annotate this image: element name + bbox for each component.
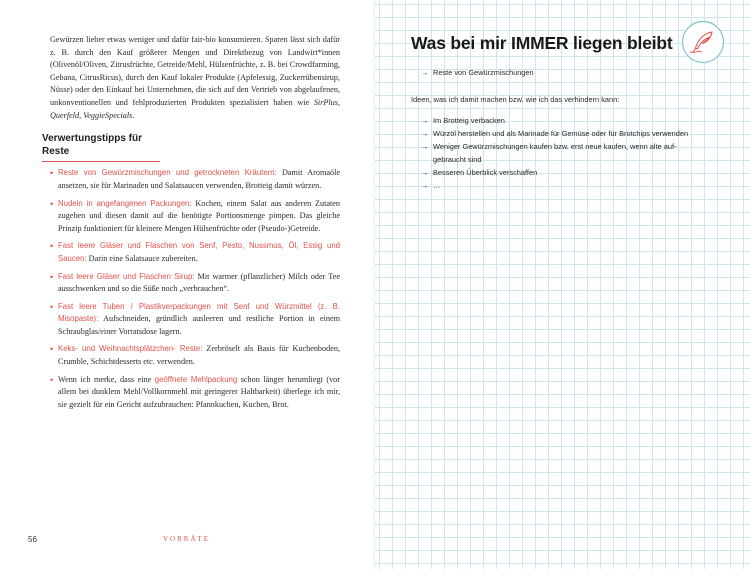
page-title: Was bei mir IMMER liegen bleibt (411, 33, 673, 53)
tip-highlight: Reste von Gewürzmischungen und getrockneten Kräutern: (58, 168, 277, 178)
item-continuation: gebraucht sind (433, 155, 482, 164)
brand-sirplus: SirPlus (313, 97, 338, 107)
tip-item (50, 198, 340, 236)
brand-querfeld: Querfeld (50, 110, 80, 120)
intro-text: Gewürzen lieber etwas weniger und dafür fair-bio konsumieren. Sparen lässt sich dafür z. B. durch den Kauf größerer Mengen und Direktbezug von Landwirt*innen (Olivenöl/Oliven, Zitrusfrüchte, Getreide/Mehl, Hülsenfrüchte, z. B. bei Crowdfarming, Gebana, CitrusRicus), durch den Kauf lokaler Produkte (Apfelessig, Zuckerrübensirup, Nüsse) oder den Einkauf bei Unternehmen, die sich auf den Vertrieb von abgelaufenen, unkonventionellen und fehlproduzierten Produkten spezialisiert haben wie (50, 35, 340, 107)
tip-highlight: Keks- und Weihnachtsplätzchen- Reste: (58, 344, 203, 354)
tip-item (50, 240, 340, 265)
tip-text: Wenn ich merke, dass eine (58, 374, 155, 384)
running-footer: VORRÄTE (163, 535, 211, 543)
list-item (411, 127, 711, 140)
tip-highlight: Fast leere Gläser und Flaschen von Senf, Pesto, Nussmus, Öl, Essig und Saucen: (58, 241, 340, 263)
bullet-icon: • (50, 271, 54, 282)
intro-end: . (132, 110, 135, 120)
tip-text: Darin eine Salatsauce zubereiten. (86, 253, 198, 263)
right-page-grid (375, 0, 750, 569)
item-text: … (433, 181, 441, 190)
item-text: Besseren Überblick verschaffen (433, 168, 538, 177)
section-heading: Verwertungstipps für Reste (42, 133, 160, 162)
tip-text: Zerbröselt als Basis für Kuchenboden, Crumble, Schichtdesserts etc. verwenden. (58, 344, 340, 367)
tip-item (50, 271, 340, 296)
page-number: 56 (28, 535, 37, 544)
item-text: Reste von Gewürzmischungen (433, 68, 534, 77)
intro-separator: , (79, 110, 84, 120)
tip-highlight: Fast leere Gläser und Flaschen Sirup: (58, 271, 195, 281)
bullet-icon: • (50, 344, 54, 355)
list-item (411, 179, 711, 192)
tip-text: Aufschneiden, gründlich ausleeren und restliche Portion in einem Schraubglas/einer Vorratsdose lagern. (58, 314, 340, 336)
list-item (411, 166, 711, 179)
bullet-icon: • (50, 168, 54, 179)
brand-veggiespecials: VeggieSpecials (83, 110, 133, 120)
arrow-right-icon: → (421, 181, 429, 190)
intro-paragraph (50, 34, 340, 122)
list-item (411, 114, 711, 127)
bullet-icon: • (50, 374, 54, 385)
book-gutter (373, 0, 377, 569)
tip-item (50, 167, 340, 192)
left-page-text (42, 34, 340, 411)
tip-text: Mit warmer (pflanzlicher) Milch oder Tee ausschwenken und so die Süße noch „verbrauchen“. (58, 271, 340, 294)
arrow-right-icon: → (421, 168, 429, 177)
prompt-text: Ideen, was ich damit machen bzw. wie ich das verhindern kann: (411, 95, 620, 104)
tip-text: Damit Aromaöle ansetzen, sie für Marinaden und Salatsaucen verwenden, Brotteig damit würzen. (58, 168, 340, 190)
arrow-right-icon: → (421, 116, 429, 125)
arrow-right-icon: → (421, 68, 429, 77)
list-item (411, 140, 711, 153)
arrow-right-icon: → (421, 129, 429, 138)
tip-item (50, 343, 340, 368)
bullet-icon: • (50, 198, 54, 209)
tip-highlight: geöffnete Mehlpackung (154, 374, 238, 384)
tip-item (50, 301, 340, 339)
tip-text: schon länger herumliegt (vor allem bei dunklem Mehl/Vollkornmehl mit geringerer Haltbarkeit) überlege ich mir, sie gezielt für ein Gericht aufzubrauchen: Pfannkuchen, Kuchen, Brot. (58, 374, 340, 409)
intro-separator: , (337, 97, 340, 107)
item-text: Weniger Gewürzmischungen kaufen bzw. erst neue kaufen, wenn alte auf- (433, 142, 677, 151)
arrow-right-icon: → (421, 142, 429, 151)
tip-highlight: Nudeln in angefangenen Packungen: (58, 198, 192, 208)
item-text: Würzöl herstellen und als Marinade für Gemüse oder für Brotchips verwenden (433, 129, 689, 138)
list-item (411, 66, 711, 79)
bullet-icon: • (50, 241, 54, 252)
tip-highlight: Fast leere Tuben / Plastikverpackungen mit Senf und Würzmittel (z. B. Misopaste): (58, 301, 340, 324)
tip-item (50, 374, 340, 412)
item-text: Im Brotteig verbacken (433, 116, 505, 125)
notes-area (411, 66, 711, 192)
tip-text: Kochen, einem Salat aus anderen Zutaten zugeben und diesen damit auf die benötigte Portionsmenge pimpen. Das gleiche Prinzip funktioniert für kleinere Mengen Hülsenfrüchte oder (Pseudo-)Getreide. (58, 198, 340, 233)
bullet-icon: • (50, 301, 54, 312)
quill-pen-icon (681, 20, 725, 64)
